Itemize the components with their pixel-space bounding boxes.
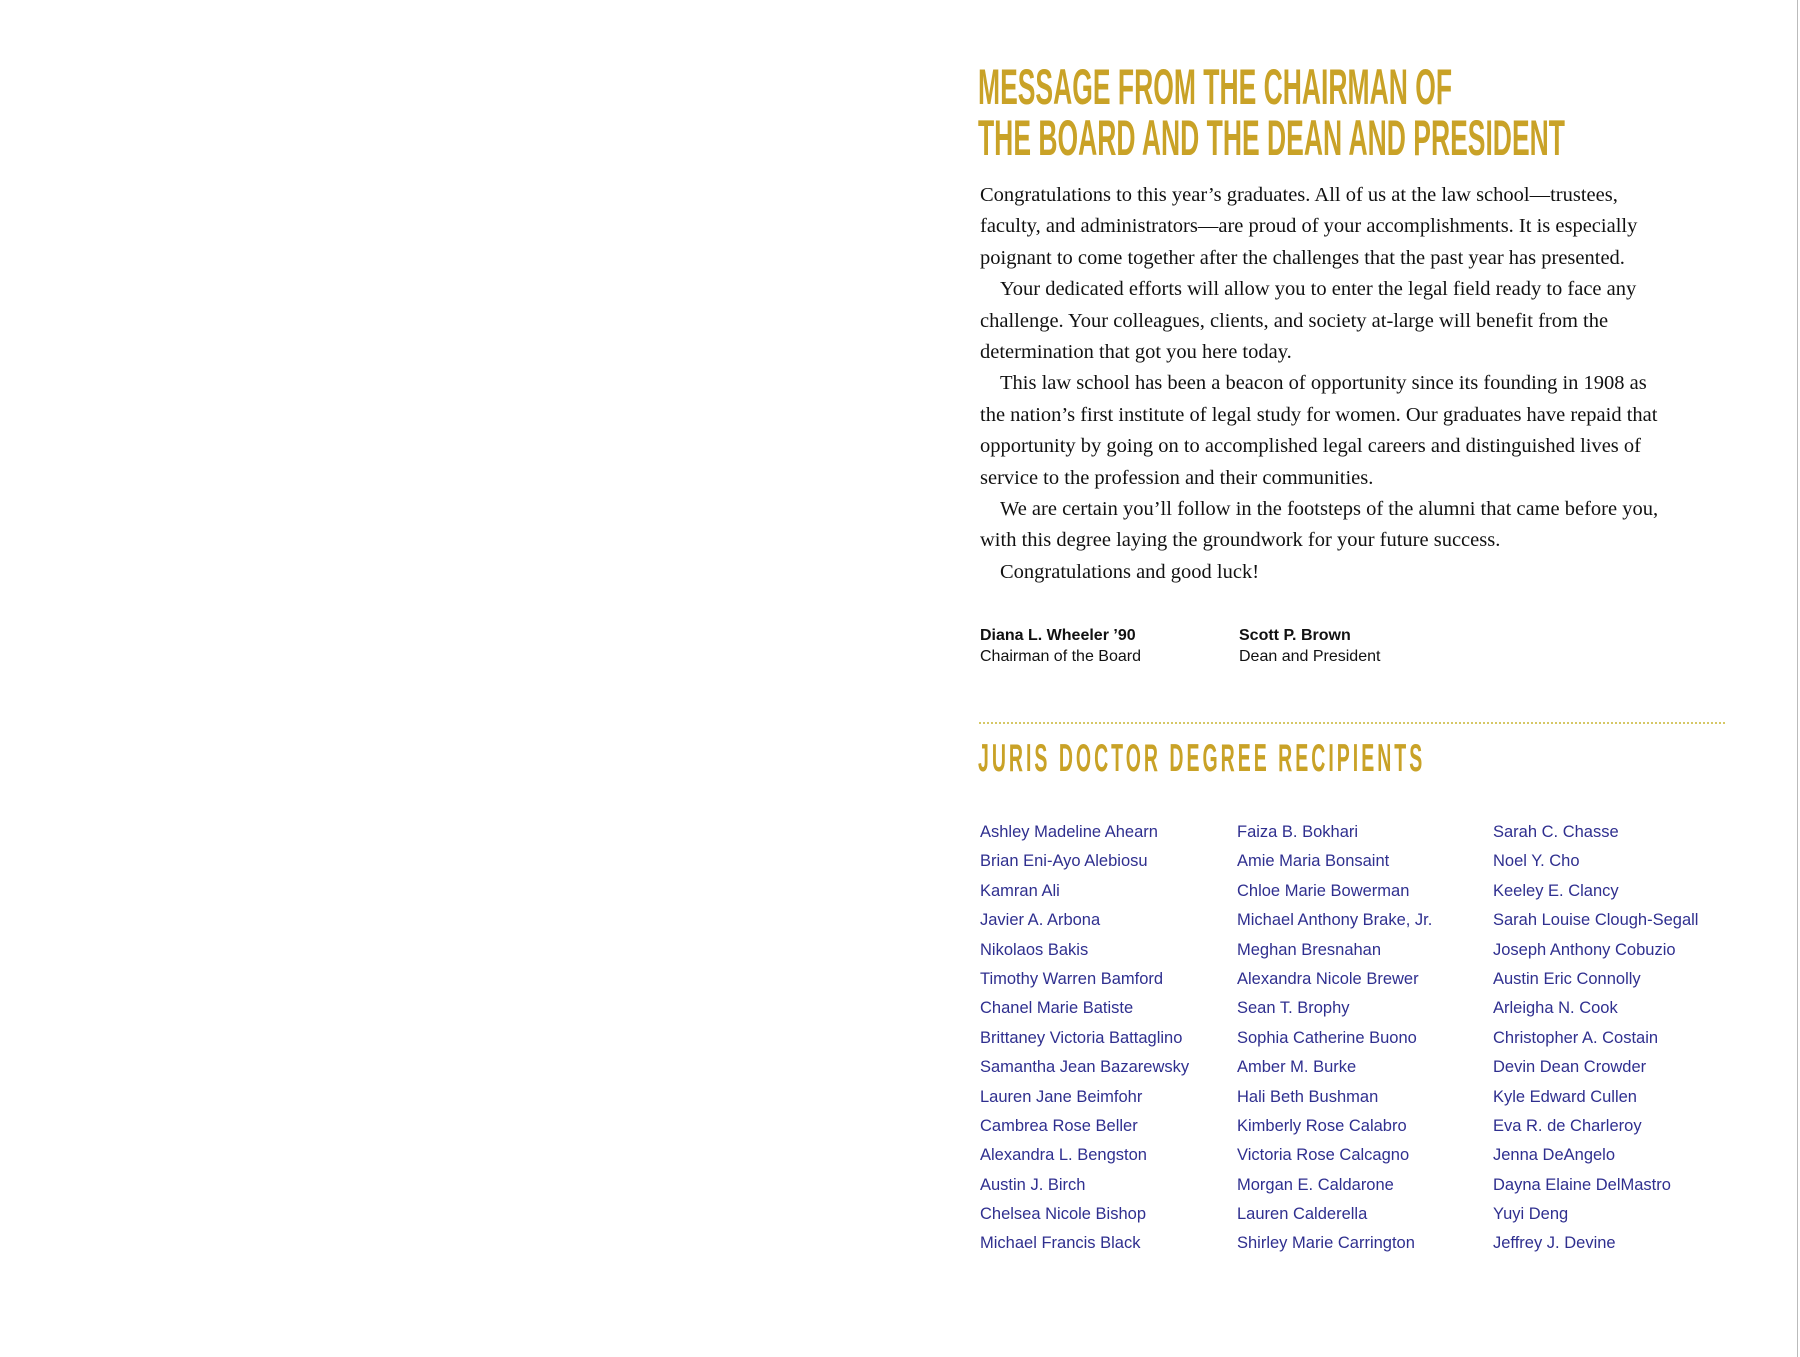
- message-line: challenge. Your colleagues, clients, and society at-large will benefit from the: [980, 309, 1609, 332]
- message-heading: [978, 59, 1565, 166]
- recipient-name: Amie Maria Bonsaint: [1237, 852, 1390, 871]
- message-line: Congratulations to this year’s graduates. All of us at the law school—trustees,: [980, 184, 1618, 206]
- recipient-name: Alexandra Nicole Brewer: [1237, 969, 1419, 988]
- page-edge-divider: [1797, 0, 1798, 1357]
- recipient-name: Austin J. Birch: [980, 1175, 1086, 1194]
- recipient-name: Jeffrey J. Devine: [1493, 1234, 1616, 1253]
- recipient-name: Noel Y. Cho: [1493, 852, 1580, 871]
- recipient-name: Christopher A. Costain: [1493, 1028, 1659, 1047]
- message-line: faculty, and administrators—are proud of your accomplishments. It is especially: [980, 215, 1638, 238]
- recipient-name: Eva R. de Charleroy: [1493, 1116, 1642, 1135]
- recipient-name: Dayna Elaine DelMastro: [1493, 1175, 1671, 1194]
- message-line: poignant to come together after the challenges that the past year has presented.: [980, 246, 1625, 269]
- recipient-name: Samantha Jean Bazarewsky: [980, 1058, 1190, 1077]
- recipient-name: Jenna DeAngelo: [1493, 1146, 1616, 1165]
- recipient-name: Javier A. Arbona: [980, 911, 1101, 930]
- recipient-name: Devin Dean Crowder: [1493, 1058, 1647, 1077]
- signature-chairman: [980, 625, 1141, 667]
- recipients-column-3: [1493, 820, 1698, 1261]
- signature-name: Diana L. Wheeler ’90: [980, 627, 1136, 644]
- recipient-name: Lauren Calderella: [1237, 1205, 1368, 1224]
- heading-line-2: THE BOARD AND THE DEAN AND PRESIDENT: [978, 110, 1565, 166]
- recipient-name: Sarah C. Chasse: [1493, 823, 1619, 841]
- recipients-column-1: [980, 820, 1189, 1261]
- recipient-name: Joseph Anthony Cobuzio: [1493, 940, 1676, 959]
- recipient-name: Chelsea Nicole Bishop: [980, 1205, 1147, 1224]
- recipient-name: Sophia Catherine Buono: [1237, 1028, 1417, 1047]
- message-line: We are certain you’ll follow in the footsteps of the alumni that came before you,: [1000, 498, 1659, 521]
- message-line: Congratulations and good luck!: [1000, 560, 1260, 583]
- recipient-name: Morgan E. Caldarone: [1237, 1175, 1394, 1194]
- message-line: the nation’s first institute of legal study for women. Our graduates have repaid that: [980, 403, 1658, 426]
- heading-line-1: MESSAGE FROM THE CHAIRMAN OF: [978, 59, 1453, 115]
- recipient-name: Brittaney Victoria Battaglino: [980, 1028, 1183, 1047]
- message-body: [980, 180, 1658, 588]
- recipient-name: Shirley Marie Carrington: [1237, 1234, 1415, 1253]
- recipient-name: Kyle Edward Cullen: [1493, 1087, 1637, 1106]
- recipient-name: Meghan Bresnahan: [1237, 940, 1382, 959]
- recipient-name: Nikolaos Bakis: [980, 940, 1089, 959]
- message-line: This law school has been a beacon of opportunity since its founding in 1908 as: [1000, 372, 1647, 395]
- recipient-name: Michael Francis Black: [980, 1234, 1141, 1253]
- recipient-name: Cambrea Rose Beller: [980, 1116, 1138, 1135]
- recipient-name: Lauren Jane Beimfohr: [980, 1087, 1143, 1106]
- recipient-name: Arleigha N. Cook: [1493, 999, 1618, 1018]
- message-line: service to the profession and their communities.: [980, 466, 1374, 489]
- signature-dean: [1239, 625, 1380, 667]
- signature-name: Scott P. Brown: [1239, 627, 1351, 644]
- recipient-name: Timothy Warren Bamford: [980, 969, 1164, 988]
- message-line: determination that got you here today.: [980, 341, 1292, 364]
- recipient-name: Hali Beth Bushman: [1237, 1087, 1379, 1106]
- recipient-name: Michael Anthony Brake, Jr.: [1237, 911, 1433, 930]
- recipient-name: Amber M. Burke: [1237, 1058, 1357, 1077]
- dotted-divider: [979, 722, 1725, 724]
- recipient-name: Faiza B. Bokhari: [1237, 823, 1359, 841]
- recipient-name: Brian Eni-Ayo Alebiosu: [980, 852, 1148, 871]
- message-line: with this degree laying the groundwork for your future success.: [980, 529, 1501, 552]
- recipient-name: Chloe Marie Bowerman: [1237, 881, 1410, 900]
- recipient-name: Kimberly Rose Calabro: [1237, 1116, 1407, 1135]
- recipient-name: Austin Eric Connolly: [1493, 969, 1641, 988]
- recipients-heading: JURIS DOCTOR DEGREE RECIPIENTS: [978, 737, 1426, 780]
- recipients-column-2: [1237, 820, 1432, 1261]
- recipient-name: Chanel Marie Batiste: [980, 999, 1134, 1018]
- recipient-name: Victoria Rose Calcagno: [1237, 1146, 1410, 1165]
- recipient-name: Ashley Madeline Ahearn: [980, 823, 1158, 841]
- recipient-name: Yuyi Deng: [1493, 1205, 1569, 1224]
- message-line: opportunity by going on to accomplished legal careers and distinguished lives of: [980, 435, 1641, 458]
- message-line: Your dedicated efforts will allow you to enter the legal field ready to face any: [1000, 278, 1637, 301]
- recipient-name: Keeley E. Clancy: [1493, 881, 1619, 900]
- recipient-name: Kamran Ali: [980, 881, 1060, 900]
- recipient-name: Alexandra L. Bengston: [980, 1146, 1147, 1165]
- recipient-name: Sarah Louise Clough-Segall: [1493, 911, 1699, 930]
- signature-title: Chairman of the Board: [980, 648, 1141, 665]
- signature-title: Dean and President: [1239, 648, 1381, 665]
- recipient-name: Sean T. Brophy: [1237, 999, 1350, 1018]
